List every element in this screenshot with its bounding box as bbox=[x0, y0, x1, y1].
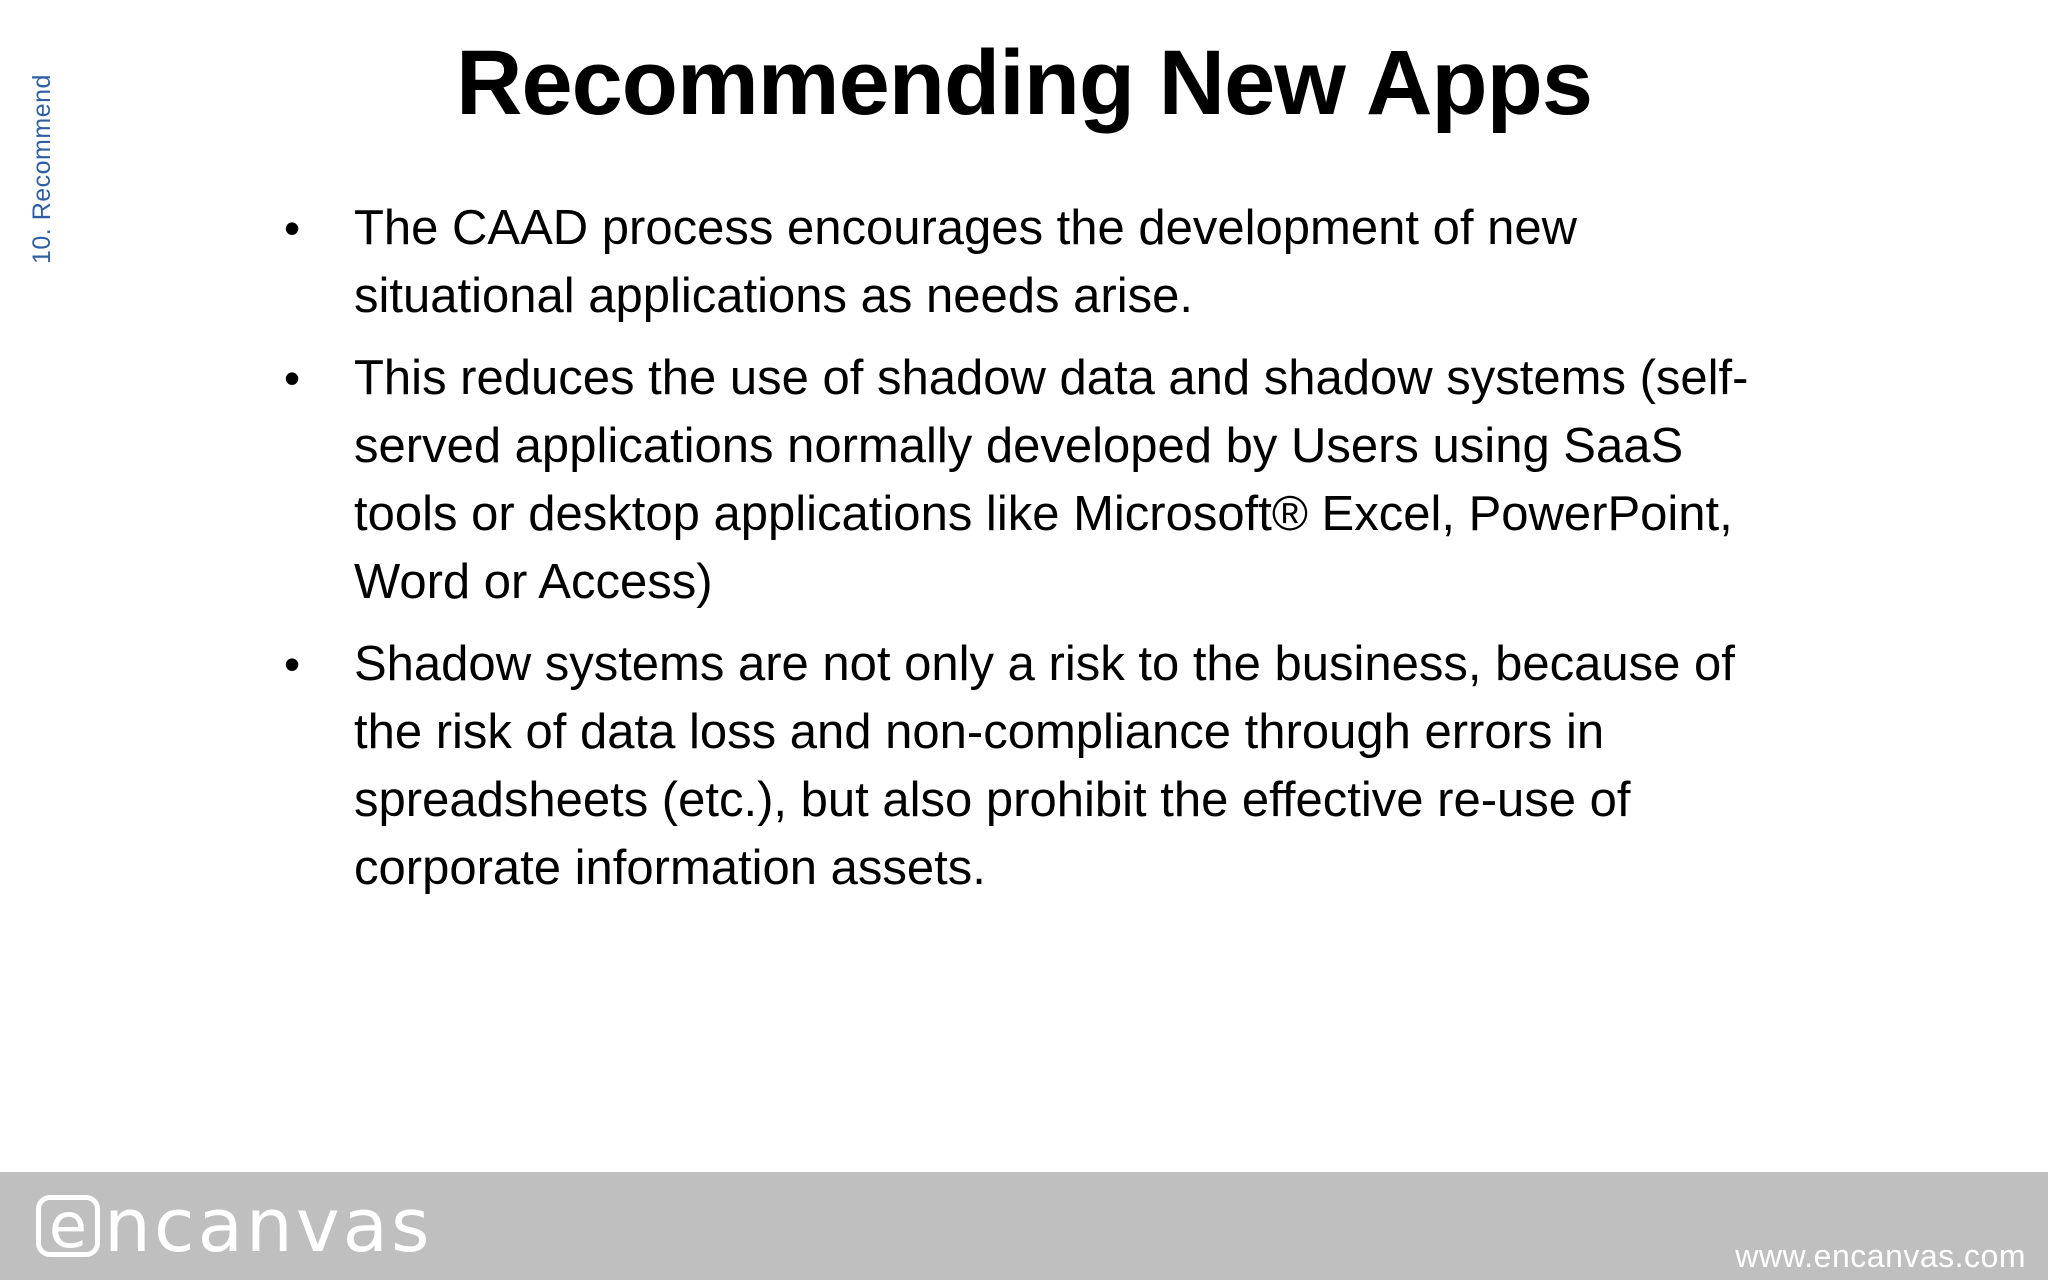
bullet-text: This reduces the use of shadow data and shadow systems (self-served applications normally developed by Users using SaaS tools or desktop applications like Microsoft® Excel, PowerPoint, Word or Access) bbox=[354, 351, 1749, 609]
logo-wordmark: ncanvas bbox=[104, 1183, 433, 1269]
slide-title: Recommending New Apps bbox=[456, 32, 1592, 134]
logo-boxed-letter: e bbox=[36, 1195, 100, 1257]
footer-bar bbox=[0, 1172, 2048, 1280]
website-link[interactable]: www.encanvas.com bbox=[1735, 1238, 2026, 1274]
bullet-item bbox=[270, 630, 1780, 902]
bullet-item bbox=[270, 194, 1780, 330]
bullet-text: The CAAD process encourages the development of new situational applications as needs arise. bbox=[354, 201, 1577, 323]
encanvas-logo bbox=[36, 1183, 433, 1269]
bullet-item bbox=[270, 344, 1780, 616]
bullet-text: Shadow systems are not only a risk to the business, because of the risk of data loss and non-compliance through errors in spreadsheets (etc.), but also prohibit the effective re-use of corporate information assets. bbox=[354, 637, 1735, 895]
bullet-marker: • bbox=[284, 638, 301, 690]
bullet-list bbox=[270, 194, 1780, 916]
bullet-marker: • bbox=[284, 202, 301, 254]
section-label: 10. Recommend bbox=[28, 74, 56, 264]
bullet-marker: • bbox=[284, 352, 301, 404]
